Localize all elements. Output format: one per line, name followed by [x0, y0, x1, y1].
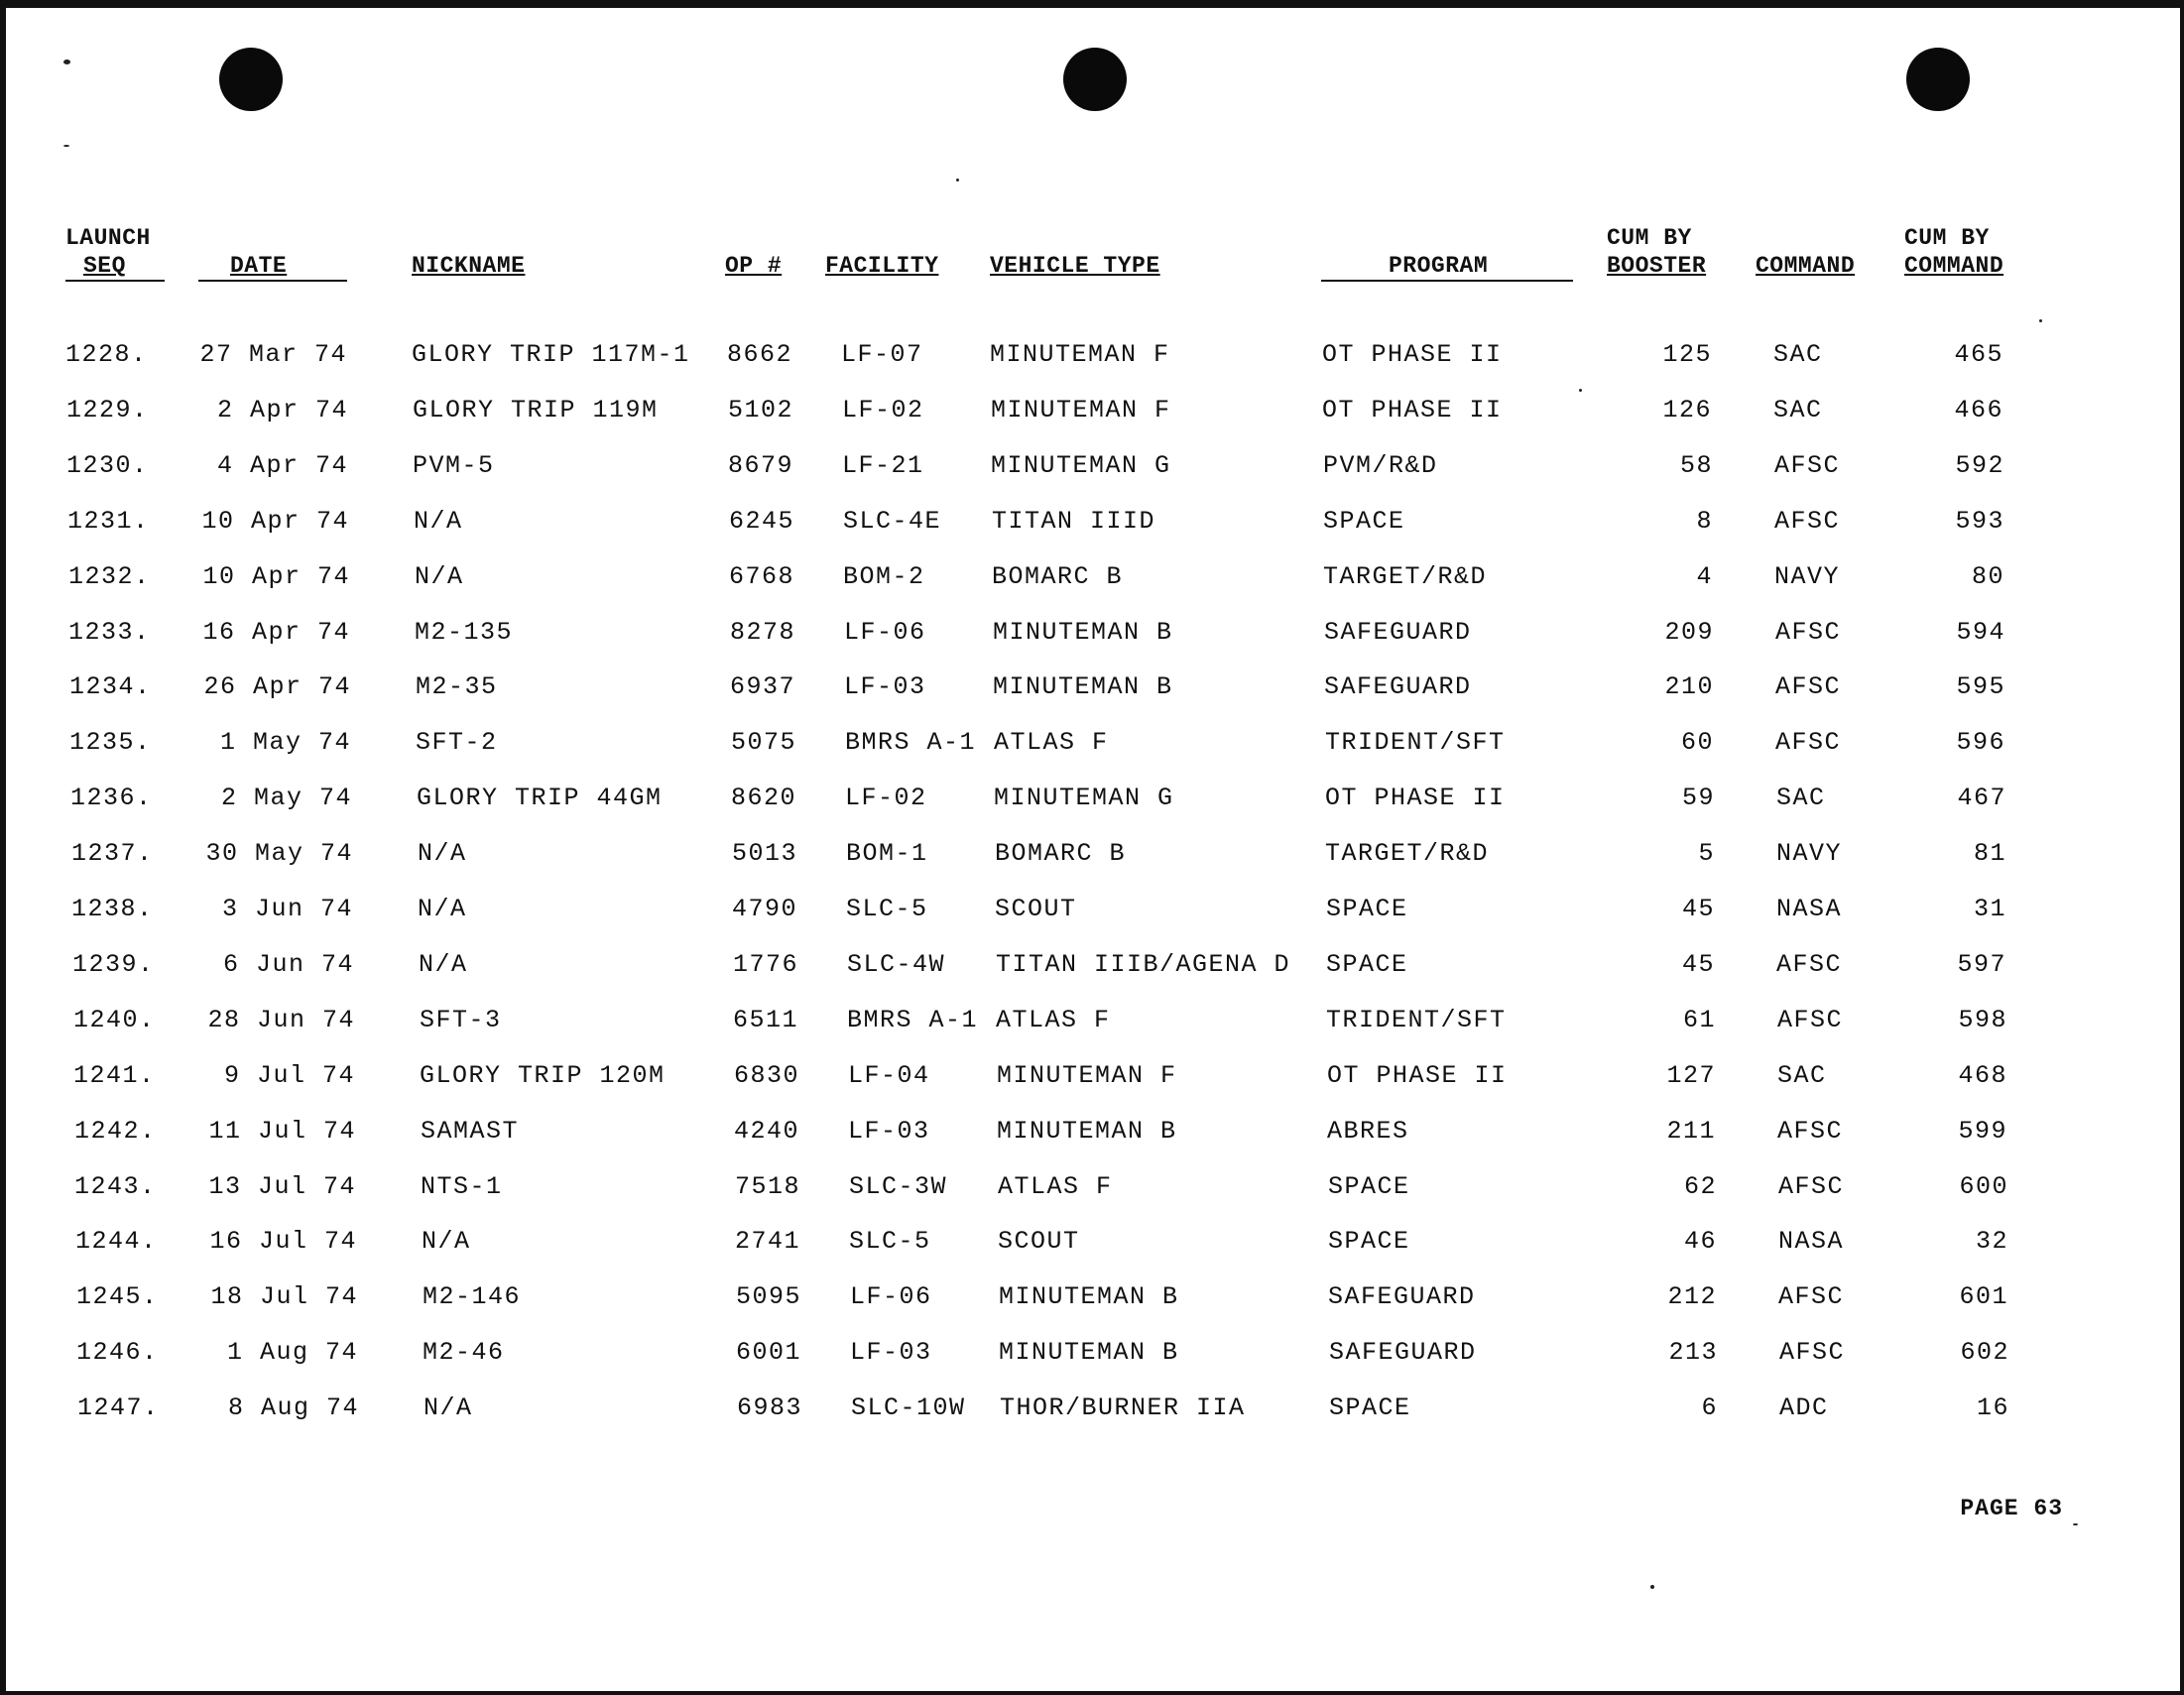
- cell-nickname: N/A: [418, 895, 467, 923]
- cell-op-number: 8620: [731, 784, 797, 812]
- header-cum-by-booster-bottom: BOOSTER: [1607, 253, 1707, 279]
- header-program-label: PROGRAM: [1389, 253, 1489, 279]
- cell-nickname: M2-146: [423, 1282, 522, 1311]
- cell-date: 2 May 74: [220, 784, 352, 812]
- cell-launch-seq: 1246.: [76, 1338, 159, 1367]
- cell-vehicle-type: BOMARC B: [995, 839, 1127, 868]
- cell-nickname: M2-46: [423, 1338, 505, 1367]
- cell-date: 16 Jul 74: [209, 1227, 357, 1256]
- cell-op-number: 6830: [734, 1061, 800, 1090]
- cell-program: SAFEGUARD: [1324, 618, 1472, 647]
- header-date: [230, 252, 287, 280]
- cell-cum-by-booster: 45: [1681, 895, 1715, 923]
- cell-cum-by-booster: 211: [1666, 1117, 1716, 1146]
- header-nickname-label: NICKNAME: [412, 253, 526, 279]
- cell-vehicle-type: ATLAS F: [998, 1172, 1113, 1201]
- cell-facility: BOM-2: [843, 562, 925, 591]
- cell-program: TARGET/R&D: [1325, 839, 1490, 868]
- cell-command: AFSC: [1775, 728, 1842, 757]
- cell-command: AFSC: [1776, 950, 1843, 979]
- cell-nickname: M2-135: [415, 618, 514, 647]
- cell-date: 4 Apr 74: [216, 451, 348, 480]
- scan-speck: [1650, 1585, 1654, 1589]
- cell-cum-by-command: 468: [1958, 1061, 2007, 1090]
- cell-date: 18 Jul 74: [210, 1282, 358, 1311]
- cell-cum-by-booster: 60: [1680, 728, 1714, 757]
- cell-op-number: 2741: [735, 1227, 801, 1256]
- table-row: [0, 894, 2184, 933]
- cell-command: AFSC: [1777, 1117, 1844, 1146]
- header-facility: [825, 252, 938, 280]
- cell-op-number: 8662: [727, 340, 793, 369]
- header-facility-label: FACILITY: [825, 253, 939, 279]
- header-command-label: COMMAND: [1756, 253, 1856, 279]
- cell-launch-seq: 1234.: [69, 672, 152, 701]
- cell-date: 8 Aug 74: [227, 1393, 359, 1422]
- cell-op-number: 5075: [731, 728, 797, 757]
- header-rule-date: [198, 280, 347, 282]
- cell-nickname: PVM-5: [413, 451, 495, 480]
- cell-command: AFSC: [1775, 618, 1842, 647]
- cell-op-number: 6937: [730, 672, 796, 701]
- cell-facility: LF-03: [850, 1338, 932, 1367]
- cell-cum-by-command: 597: [1957, 950, 2006, 979]
- punch-hole-center: [1063, 48, 1127, 111]
- cell-cum-by-booster: 125: [1662, 340, 1712, 369]
- table-row: [0, 561, 2184, 601]
- cell-op-number: 4790: [732, 895, 798, 923]
- cell-nickname: N/A: [422, 1227, 471, 1256]
- cell-cum-by-booster: 4: [1696, 562, 1713, 591]
- header-date-label: DATE: [230, 253, 288, 279]
- cell-facility: LF-03: [848, 1117, 930, 1146]
- cell-facility: LF-03: [844, 672, 926, 701]
- cell-command: AFSC: [1778, 1282, 1845, 1311]
- cell-program: TARGET/R&D: [1323, 562, 1488, 591]
- scan-speck: [63, 60, 70, 64]
- cell-vehicle-type: SCOUT: [995, 895, 1077, 923]
- cell-cum-by-booster: 126: [1662, 396, 1712, 424]
- cell-launch-seq: 1232.: [68, 562, 151, 591]
- cell-op-number: 5102: [728, 396, 794, 424]
- cell-vehicle-type: MINUTEMAN B: [993, 672, 1173, 701]
- table-row: [0, 949, 2184, 989]
- cell-facility: SLC-4W: [847, 950, 946, 979]
- scan-speck: [2039, 319, 2042, 322]
- cell-vehicle-type: THOR/BURNER IIA: [1000, 1393, 1246, 1422]
- cell-vehicle-type: BOMARC B: [992, 562, 1124, 591]
- cell-facility: LF-07: [841, 340, 923, 369]
- cell-cum-by-command: 32: [1975, 1227, 2008, 1256]
- table-row: [0, 727, 2184, 767]
- cell-launch-seq: 1230.: [66, 451, 149, 480]
- cell-launch-seq: 1242.: [74, 1117, 157, 1146]
- cell-vehicle-type: MINUTEMAN G: [994, 784, 1174, 812]
- cell-vehicle-type: ATLAS F: [996, 1006, 1111, 1034]
- page-number: PAGE 63: [1960, 1496, 2063, 1521]
- cell-op-number: 6001: [736, 1338, 802, 1367]
- cell-op-number: 1776: [733, 950, 799, 979]
- cell-cum-by-booster: 5: [1698, 839, 1715, 868]
- header-launch-seq-bottom: SEQ: [83, 253, 126, 279]
- cell-facility: LF-04: [848, 1061, 930, 1090]
- cell-op-number: 7518: [735, 1172, 801, 1201]
- cell-program: ABRES: [1327, 1117, 1409, 1146]
- cell-program: SAFEGUARD: [1328, 1282, 1476, 1311]
- cell-command: NAVY: [1776, 839, 1843, 868]
- cell-cum-by-booster: 6: [1701, 1393, 1718, 1422]
- cell-cum-by-booster: 61: [1682, 1006, 1716, 1034]
- cell-vehicle-type: MINUTEMAN F: [991, 396, 1171, 424]
- table-row: [0, 1005, 2184, 1044]
- cell-date: 13 Jul 74: [208, 1172, 356, 1201]
- cell-vehicle-type: MINUTEMAN G: [991, 451, 1171, 480]
- cell-cum-by-command: 81: [1973, 839, 2006, 868]
- cell-cum-by-booster: 209: [1664, 618, 1714, 647]
- scan-speck: [1579, 389, 1582, 392]
- cell-vehicle-type: MINUTEMAN B: [993, 618, 1173, 647]
- cell-cum-by-command: 601: [1959, 1282, 2008, 1311]
- cell-cum-by-command: 595: [1956, 672, 2005, 701]
- cell-facility: SLC-5: [849, 1227, 931, 1256]
- cell-date: 16 Apr 74: [202, 618, 350, 647]
- cell-command: SAC: [1777, 1061, 1827, 1090]
- cell-date: 11 Jul 74: [208, 1117, 356, 1146]
- cell-program: TRIDENT/SFT: [1326, 1006, 1507, 1034]
- cell-cum-by-booster: 45: [1681, 950, 1715, 979]
- cell-facility: SLC-10W: [851, 1393, 966, 1422]
- cell-date: 10 Apr 74: [202, 562, 350, 591]
- header-cum-by-command-bottom: COMMAND: [1904, 253, 2004, 279]
- cell-cum-by-command: 467: [1957, 784, 2006, 812]
- cell-facility: SLC-3W: [849, 1172, 948, 1201]
- cell-nickname: N/A: [419, 950, 468, 979]
- table-row: [0, 617, 2184, 657]
- cell-vehicle-type: MINUTEMAN F: [997, 1061, 1177, 1090]
- cell-op-number: 4240: [734, 1117, 800, 1146]
- cell-launch-seq: 1228.: [65, 340, 148, 369]
- cell-date: 3 Jun 74: [221, 895, 353, 923]
- header-vehicle-type: [990, 252, 1160, 280]
- cell-nickname: GLORY TRIP 119M: [413, 396, 659, 424]
- header-launch-seq-top: LAUNCH: [65, 225, 151, 251]
- cell-op-number: 6245: [729, 507, 795, 536]
- cell-vehicle-type: MINUTEMAN B: [999, 1338, 1179, 1367]
- cell-facility: BOM-1: [846, 839, 928, 868]
- cell-cum-by-command: 599: [1958, 1117, 2007, 1146]
- table-row: [0, 1281, 2184, 1321]
- cell-cum-by-booster: 59: [1681, 784, 1715, 812]
- cell-command: AFSC: [1777, 1006, 1844, 1034]
- cell-command: AFSC: [1775, 672, 1842, 701]
- table-row: [0, 1060, 2184, 1100]
- cell-cum-by-command: 592: [1955, 451, 2004, 480]
- header-program: [1389, 252, 1488, 280]
- scan-speck: [63, 145, 69, 147]
- table-row: [0, 506, 2184, 545]
- header-cum-by-booster-top: CUM BY: [1607, 225, 1692, 251]
- table-row: [0, 1337, 2184, 1377]
- cell-program: SPACE: [1328, 1172, 1410, 1201]
- cell-command: AFSC: [1778, 1172, 1845, 1201]
- cell-launch-seq: 1243.: [74, 1172, 157, 1201]
- cell-cum-by-command: 80: [1971, 562, 2004, 591]
- cell-cum-by-command: 465: [1954, 340, 2003, 369]
- table-row: [0, 339, 2184, 379]
- cell-nickname: N/A: [424, 1393, 473, 1422]
- cell-nickname: N/A: [414, 507, 463, 536]
- cell-program: SPACE: [1329, 1393, 1411, 1422]
- cell-nickname: SFT-3: [420, 1006, 502, 1034]
- cell-program: SPACE: [1328, 1227, 1410, 1256]
- cell-date: 2 Apr 74: [216, 396, 348, 424]
- scan-speck: [956, 179, 959, 182]
- cell-cum-by-booster: 127: [1666, 1061, 1716, 1090]
- cell-nickname: N/A: [415, 562, 464, 591]
- cell-facility: LF-21: [842, 451, 924, 480]
- table-row: [0, 1392, 2184, 1432]
- header-cum-by-command: [1904, 224, 2003, 280]
- cell-facility: SLC-5: [846, 895, 928, 923]
- cell-date: 30 May 74: [205, 839, 353, 868]
- cell-command: AFSC: [1779, 1338, 1846, 1367]
- cell-facility: BMRS A-1: [845, 728, 977, 757]
- cell-nickname: N/A: [418, 839, 467, 868]
- cell-command: ADC: [1779, 1393, 1829, 1422]
- header-op-label: OP #: [725, 253, 783, 279]
- cell-date: 1 May 74: [219, 728, 351, 757]
- cell-cum-by-booster: 58: [1679, 451, 1713, 480]
- header-command: [1756, 252, 1855, 280]
- cell-program: SPACE: [1326, 950, 1408, 979]
- cell-launch-seq: 1244.: [75, 1227, 158, 1256]
- cell-command: SAC: [1773, 340, 1823, 369]
- cell-launch-seq: 1241.: [73, 1061, 156, 1090]
- cell-cum-by-booster: 210: [1664, 672, 1714, 701]
- cell-op-number: 5013: [732, 839, 798, 868]
- cell-cum-by-booster: 213: [1668, 1338, 1718, 1367]
- header-op: [725, 252, 782, 280]
- table-row: [0, 1226, 2184, 1266]
- cell-program: OT PHASE II: [1322, 396, 1503, 424]
- cell-vehicle-type: TITAN IIID: [992, 507, 1156, 536]
- cell-nickname: M2-35: [416, 672, 498, 701]
- cell-program: SAFEGUARD: [1329, 1338, 1477, 1367]
- table-row: [0, 838, 2184, 878]
- cell-launch-seq: 1229.: [66, 396, 149, 424]
- cell-launch-seq: 1239.: [72, 950, 155, 979]
- cell-cum-by-booster: 212: [1667, 1282, 1717, 1311]
- cell-cum-by-command: 596: [1956, 728, 2005, 757]
- cell-facility: LF-02: [842, 396, 924, 424]
- cell-command: SAC: [1776, 784, 1826, 812]
- header-rule-launch-seq: [65, 280, 165, 282]
- cell-vehicle-type: TITAN IIIB/AGENA D: [996, 950, 1291, 979]
- cell-date: 26 Apr 74: [203, 672, 351, 701]
- punch-hole-left: [219, 48, 283, 111]
- cell-vehicle-type: MINUTEMAN B: [997, 1117, 1177, 1146]
- cell-command: NASA: [1778, 1227, 1845, 1256]
- cell-launch-seq: 1240.: [73, 1006, 156, 1034]
- cell-launch-seq: 1235.: [69, 728, 152, 757]
- cell-command: SAC: [1773, 396, 1823, 424]
- cell-launch-seq: 1247.: [77, 1393, 160, 1422]
- cell-cum-by-booster: 46: [1683, 1227, 1717, 1256]
- header-rule-program: [1321, 280, 1573, 282]
- cell-nickname: GLORY TRIP 44GM: [417, 784, 663, 812]
- cell-program: SPACE: [1326, 895, 1408, 923]
- cell-op-number: 8679: [728, 451, 794, 480]
- cell-program: PVM/R&D: [1323, 451, 1438, 480]
- cell-nickname: NTS-1: [421, 1172, 503, 1201]
- cell-facility: BMRS A-1: [847, 1006, 979, 1034]
- cell-facility: LF-06: [844, 618, 926, 647]
- cell-cum-by-command: 598: [1958, 1006, 2007, 1034]
- cell-program: OT PHASE II: [1327, 1061, 1508, 1090]
- cell-cum-by-booster: 62: [1683, 1172, 1717, 1201]
- cell-cum-by-command: 466: [1954, 396, 2003, 424]
- cell-facility: SLC-4E: [843, 507, 942, 536]
- cell-program: OT PHASE II: [1322, 340, 1503, 369]
- cell-op-number: 5095: [736, 1282, 802, 1311]
- cell-date: 27 Mar 74: [199, 340, 347, 369]
- cell-date: 6 Jun 74: [222, 950, 354, 979]
- header-cum-by-command-top: CUM BY: [1904, 225, 1990, 251]
- table-row: [0, 450, 2184, 490]
- cell-op-number: 6511: [733, 1006, 799, 1034]
- cell-vehicle-type: MINUTEMAN F: [990, 340, 1170, 369]
- cell-cum-by-command: 602: [1960, 1338, 2009, 1367]
- table-row: [0, 395, 2184, 434]
- header-launch-seq: [65, 224, 151, 280]
- cell-nickname: GLORY TRIP 120M: [420, 1061, 666, 1090]
- cell-program: OT PHASE II: [1325, 784, 1506, 812]
- cell-op-number: 6768: [729, 562, 795, 591]
- cell-program: SAFEGUARD: [1324, 672, 1472, 701]
- cell-cum-by-booster: 8: [1696, 507, 1713, 536]
- cell-launch-seq: 1245.: [76, 1282, 159, 1311]
- cell-date: 1 Aug 74: [226, 1338, 358, 1367]
- cell-program: SPACE: [1323, 507, 1405, 536]
- cell-command: NASA: [1776, 895, 1843, 923]
- header-vehicle-type-label: VEHICLE TYPE: [990, 253, 1160, 279]
- cell-command: AFSC: [1774, 507, 1841, 536]
- cell-command: AFSC: [1774, 451, 1841, 480]
- cell-program: TRIDENT/SFT: [1325, 728, 1506, 757]
- cell-cum-by-command: 593: [1955, 507, 2004, 536]
- cell-facility: LF-06: [850, 1282, 932, 1311]
- cell-cum-by-command: 594: [1956, 618, 2005, 647]
- cell-vehicle-type: SCOUT: [998, 1227, 1080, 1256]
- cell-nickname: SFT-2: [416, 728, 498, 757]
- cell-cum-by-command: 16: [1976, 1393, 2009, 1422]
- cell-facility: LF-02: [845, 784, 927, 812]
- cell-date: 10 Apr 74: [201, 507, 349, 536]
- cell-launch-seq: 1233.: [68, 618, 151, 647]
- cell-op-number: 6983: [737, 1393, 803, 1422]
- cell-command: NAVY: [1774, 562, 1841, 591]
- cell-launch-seq: 1231.: [67, 507, 150, 536]
- cell-launch-seq: 1238.: [71, 895, 154, 923]
- cell-vehicle-type: ATLAS F: [994, 728, 1109, 757]
- header-cum-by-booster: [1607, 224, 1706, 280]
- punch-hole-right: [1906, 48, 1970, 111]
- table-row: [0, 783, 2184, 822]
- cell-nickname: GLORY TRIP 117M-1: [412, 340, 690, 369]
- cell-launch-seq: 1237.: [71, 839, 154, 868]
- table-row: [0, 1171, 2184, 1211]
- table-row: [0, 1116, 2184, 1155]
- cell-vehicle-type: MINUTEMAN B: [999, 1282, 1179, 1311]
- table-row: [0, 671, 2184, 711]
- header-nickname: [412, 252, 525, 280]
- cell-date: 9 Jul 74: [223, 1061, 355, 1090]
- cell-nickname: SAMAST: [421, 1117, 520, 1146]
- cell-date: 28 Jun 74: [207, 1006, 355, 1034]
- cell-op-number: 8278: [730, 618, 796, 647]
- cell-cum-by-command: 600: [1959, 1172, 2008, 1201]
- cell-launch-seq: 1236.: [70, 784, 153, 812]
- scan-speck: [2073, 1523, 2078, 1525]
- cell-cum-by-command: 31: [1973, 895, 2006, 923]
